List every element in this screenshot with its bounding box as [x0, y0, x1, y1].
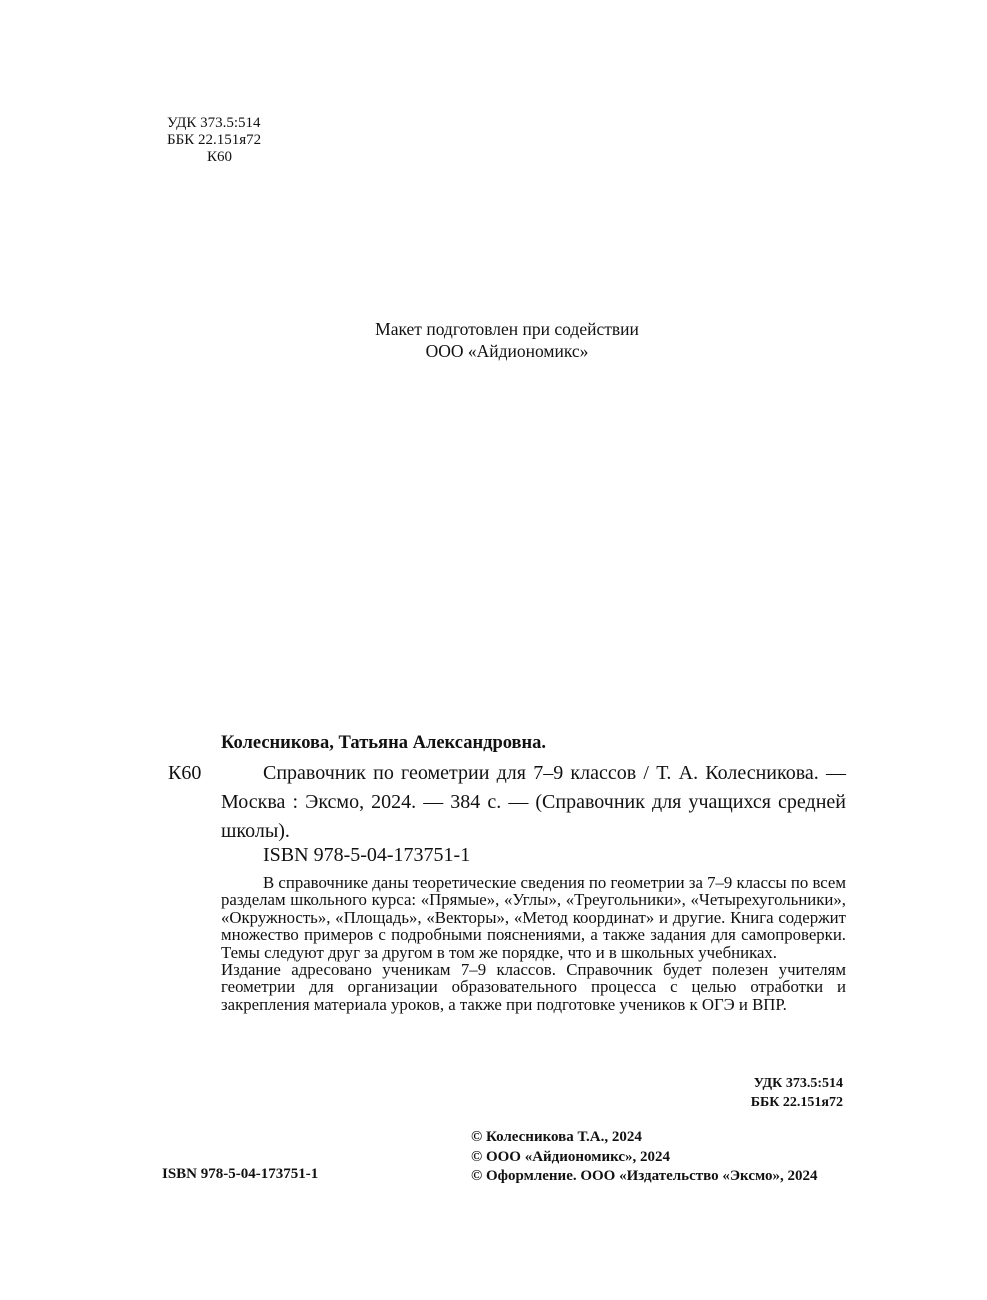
author-heading: Колесникова, Татьяна Александровна.	[221, 733, 547, 753]
footer-isbn: ISBN 978-5-04-173751-1	[162, 1166, 319, 1182]
copyright-design: © Оформление. ООО «Издательство «Эксмо», 2024	[471, 1168, 818, 1184]
abstract-paragraph-1: В справочнике даны теоретические сведения по геометрии за 7–9 классы по всем разделам школьного курса: «Прямые», «Углы», «Треугольники», «Четырехугольники», «Окружность», «Площадь», «Векторы», «Метод координат» и другие. Книга содержит множество примеров с подробными пояснениями, а также задания для самопроверки. Темы следуют друг за другом в том же порядке, что и в школьных учебниках.	[221, 873, 846, 962]
copyright-notices	[471, 1128, 818, 1187]
abstract-paragraph-2: Издание адресовано ученикам 7–9 классов. Справочник будет полезен учителям геометрии для организации образовательного процесса с целью отработки и закрепления материала уроков, а также при подготовке учеников к ОГЭ и ВПР.	[221, 960, 846, 1014]
author-sign-margin: К60	[168, 762, 202, 784]
header-classification-codes	[167, 115, 261, 166]
footer-bbk-code: ББК 22.151я72	[750, 1095, 843, 1110]
footer-classification-codes	[600, 1074, 843, 1112]
author-sign-code: К60	[207, 149, 233, 165]
isbn-line: ISBN 978-5-04-173751-1	[263, 844, 471, 866]
layout-note	[300, 318, 714, 362]
udk-code: УДК 373.5:514	[167, 115, 261, 131]
layout-note-line-2: ООО «Айдиономикс»	[425, 341, 589, 361]
footer-udk-code: УДК 373.5:514	[753, 1076, 843, 1091]
copyright-layout: © ООО «Айдиономикс», 2024	[471, 1148, 671, 1165]
copyright-author: © Колесникова Т.А., 2024	[471, 1129, 642, 1145]
bbk-code: ББК 22.151я72	[167, 132, 262, 148]
abstract	[221, 874, 846, 1013]
bibliographic-description: Справочник по геометрии для 7–9 классов / Т. А. Колесникова. — Москва : Эксмо, 2024. — 384 с. — (Справочник для учащихся средней школы).	[221, 762, 846, 842]
layout-note-line-1: Макет подготовлен при содействии	[375, 319, 639, 339]
